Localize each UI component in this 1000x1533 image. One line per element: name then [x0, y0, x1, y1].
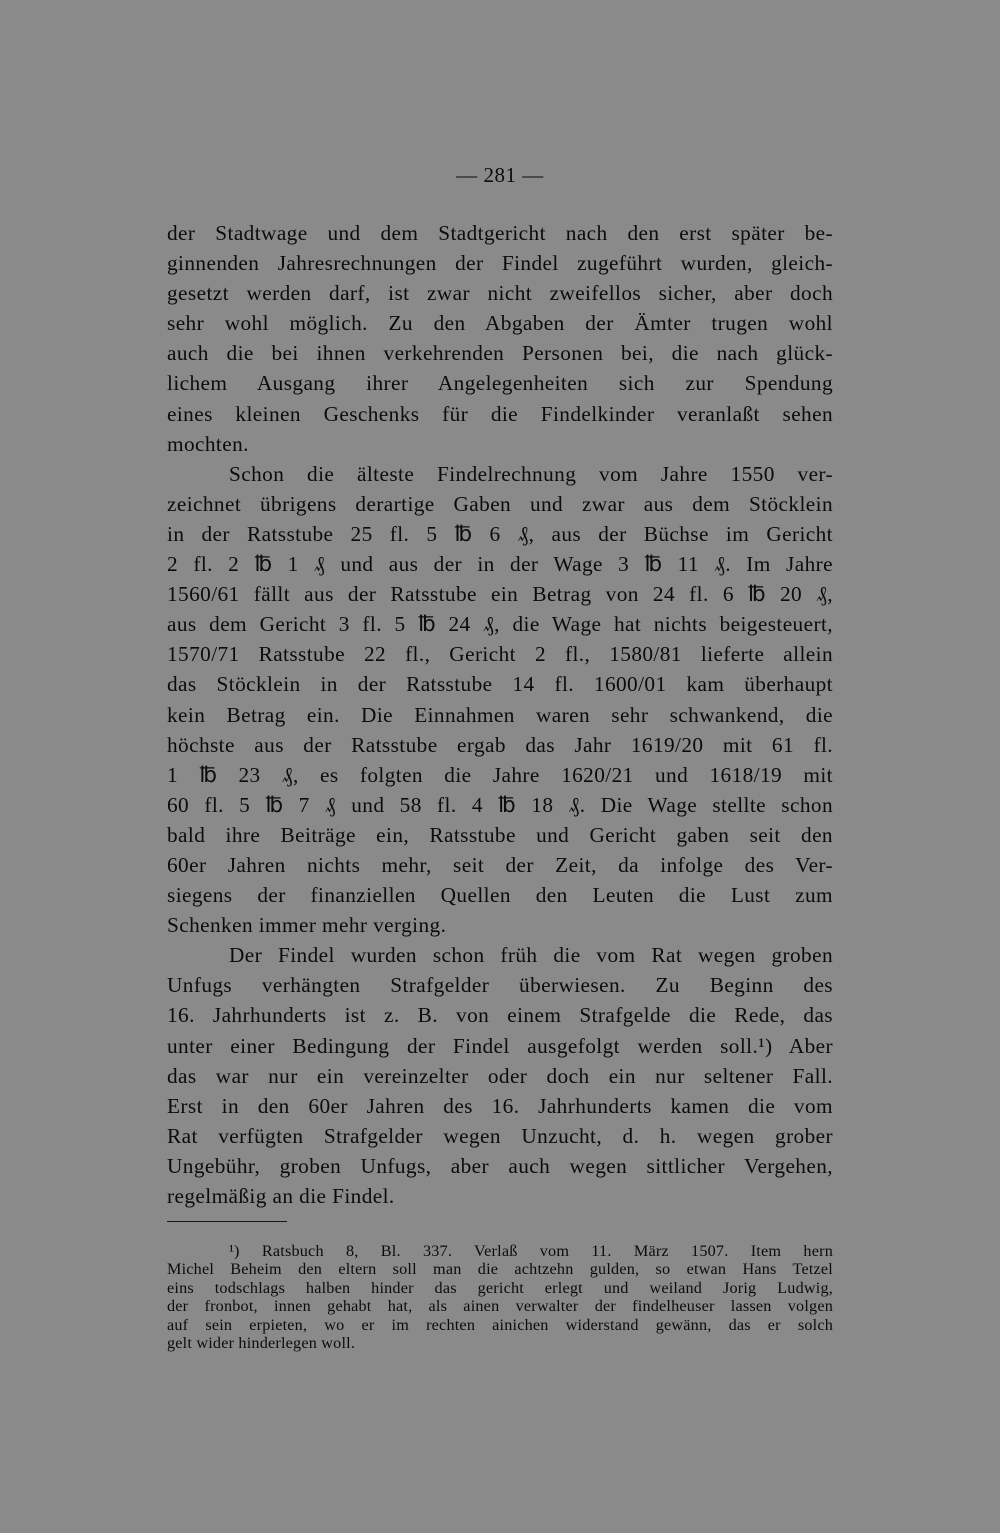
text-line: lichem Ausgang ihrer Angelegenheiten sich zur Spendung: [167, 371, 833, 396]
text-line: Erst in den 60er Jahren des 16. Jahrhunderts kamen die vom: [167, 1093, 833, 1118]
text-line: höchste aus der Ratsstube ergab das Jahr 1619/20 mit 61 fl.: [167, 732, 833, 757]
footnote-line: gelt wider hinderlegen woll.: [167, 1333, 356, 1352]
text-line: zeichnet übrigens derartige Gaben und zwar aus dem Stöcklein: [167, 491, 833, 516]
text-line: mochten.: [167, 431, 249, 456]
body-text: [167, 218, 833, 1211]
text-line: kein Betrag ein. Die Einnahmen waren sehr schwankend, die: [167, 702, 833, 727]
text-line: 16. Jahrhunderts ist z. B. von einem Strafgelde die Rede, das: [167, 1003, 833, 1028]
footnotes: [167, 1242, 833, 1352]
footnote-line: der fronbot, innen gehabt hat, als ainen verwalter der findelheuser lassen volgen: [167, 1297, 833, 1316]
text-line: in der Ratsstube 25 fl. 5 ℔ 6 ₰, aus der Büchse im Gericht: [167, 521, 833, 546]
page-number: — 281 —: [456, 163, 544, 187]
text-line: Rat verfügten Strafgelder wegen Unzucht, d. h. wegen grober: [167, 1123, 833, 1148]
footnote-line: eins todschlags halben hinder das gericht erlegt und weiland Jorig Ludwig,: [167, 1278, 833, 1297]
text-line: eines kleinen Geschenks für die Findelkinder veranlaßt sehen: [167, 401, 833, 426]
text-line: 60 fl. 5 ℔ 7 ₰ und 58 fl. 4 ℔ 18 ₰. Die Wage stellte schon: [167, 792, 833, 817]
text-line: das war nur ein vereinzelter oder doch ein nur seltener Fall.: [167, 1063, 833, 1088]
text-line: bald ihre Beiträge ein, Ratsstube und Gericht gaben seit den: [167, 822, 833, 847]
text-line: aus dem Gericht 3 fl. 5 ℔ 24 ₰, die Wage hat nichts beigesteuert,: [167, 612, 833, 637]
text-line: 1560/61 fällt aus der Ratsstube ein Betrag von 24 fl. 6 ℔ 20 ₰,: [167, 582, 833, 607]
text-line: unter einer Bedingung der Findel ausgefolgt werden soll.¹) Aber: [167, 1033, 833, 1058]
text-line: 1570/71 Ratsstube 22 fl., Gericht 2 fl., 1580/81 lieferte allein: [167, 642, 833, 667]
text-line: 60er Jahren nichts mehr, seit der Zeit, da infolge des Ver-: [167, 852, 833, 877]
footnote-line: ¹) Ratsbuch 8, Bl. 337. Verlaß vom 11. März 1507. Item hern: [229, 1242, 833, 1260]
text-line: Ungebühr, groben Unfugs, aber auch wegen sittlicher Vergehen,: [167, 1153, 833, 1178]
footnote-line: Michel Beheim den eltern soll man die achtzehn gulden, so etwan Hans Tetzel: [167, 1260, 833, 1279]
footnote-divider: [167, 1221, 287, 1222]
text-line: Schenken immer mehr verging.: [167, 913, 447, 938]
text-line: Der Findel wurden schon früh die vom Rat wegen groben: [229, 943, 833, 968]
text-line: 1 ℔ 23 ₰, es folgten die Jahre 1620/21 und 1618/19 mit: [167, 762, 833, 787]
text-line: auch die bei ihnen verkehrenden Personen bei, die nach glück-: [167, 341, 833, 366]
text-line: das Stöcklein in der Ratsstube 14 fl. 1600/01 kam überhaupt: [167, 672, 833, 697]
text-line: 2 fl. 2 ℔ 1 ₰ und aus der in der Wage 3 ℔ 11 ₰. Im Jahre: [167, 552, 833, 577]
text-line: regelmäßig an die Findel.: [167, 1184, 395, 1208]
footnote-line: auf sein erpieten, wo er im rechten ainichen widerstand gewänn, das er solch: [167, 1315, 833, 1334]
text-line: Schon die älteste Findelrechnung vom Jahre 1550 ver-: [229, 461, 833, 486]
text-line: siegens der finanziellen Quellen den Leuten die Lust zum: [167, 883, 833, 908]
text-line: Unfugs verhängten Strafgelder überwiesen. Zu Beginn des: [167, 973, 833, 998]
text-line: sehr wohl möglich. Zu den Abgaben der Ämter trugen wohl: [167, 311, 833, 336]
text-line: gesetzt werden darf, ist zwar nicht zweifellos sicher, aber doch: [167, 281, 833, 306]
text-line: der Stadtwage und dem Stadtgericht nach den erst später be-: [167, 221, 833, 245]
text-line: ginnenden Jahresrechnungen der Findel zugeführt wurden, gleich-: [167, 251, 833, 276]
